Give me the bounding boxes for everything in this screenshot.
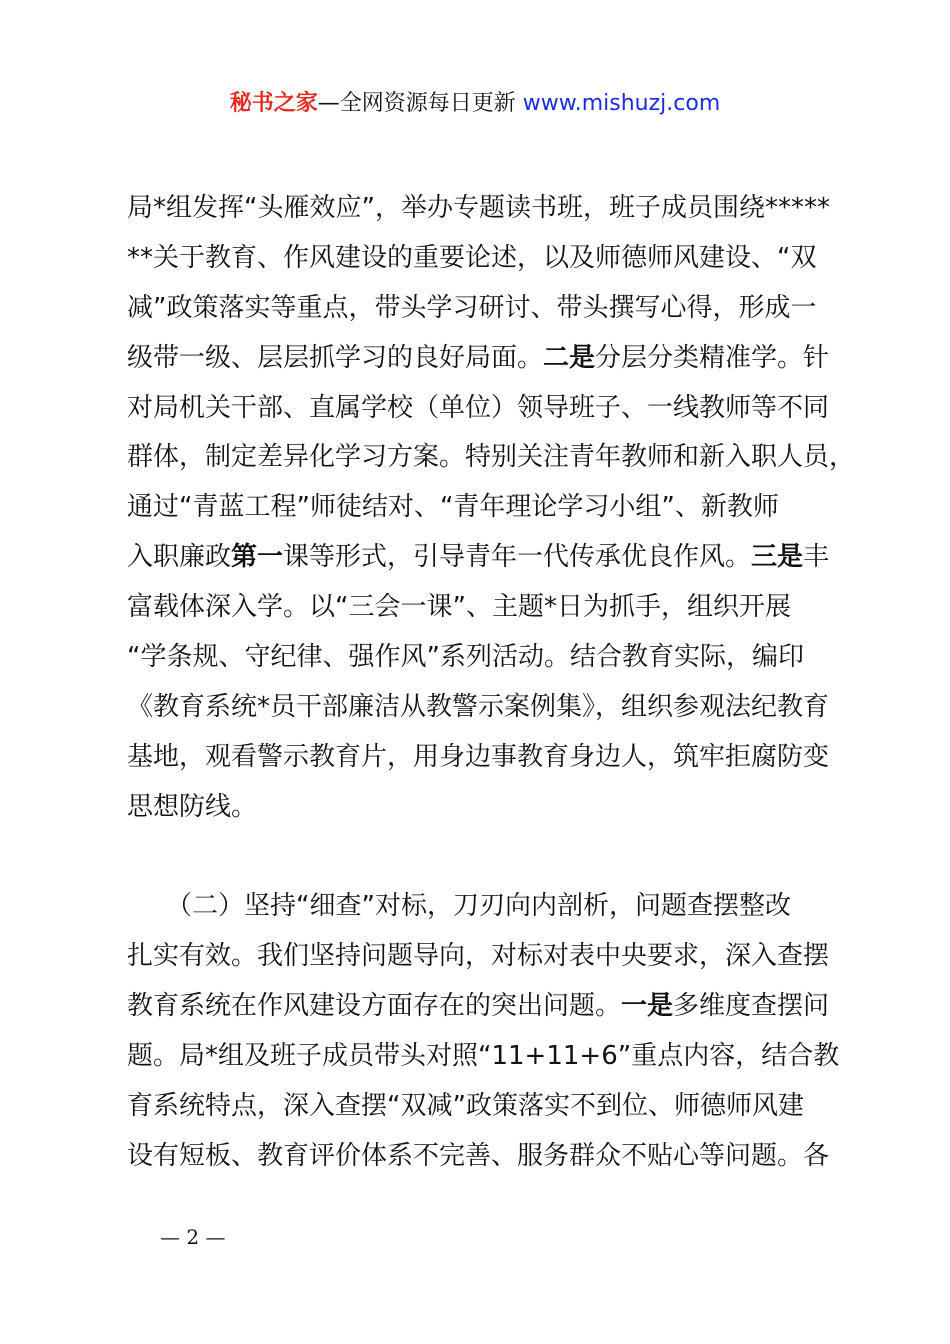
document-body — [127, 184, 856, 1182]
text-line: 减”政策落实等重点，带头学习研讨、带头撰写心得，形成一 — [127, 292, 817, 323]
text-line: 基地，观看警示教育片，用身边事教育身边人，筑牢拒腐防变 — [127, 741, 830, 772]
brand-name: 秘书之家 — [229, 91, 318, 116]
text-line: 思想防线。 — [127, 791, 258, 822]
emphasis-text: 一是 — [621, 991, 674, 1022]
text-line — [127, 982, 833, 1032]
page-number: — 2 — — [160, 1225, 226, 1249]
text-run: 多维度查摆问 — [673, 991, 830, 1022]
text-line: 《教育系统*员干部廉洁从教警示案例集》，组织参观法纪教育 — [127, 691, 830, 722]
text-line — [127, 533, 833, 583]
text-line: 扎实有效。我们坚持问题导向，对标对表中央要求，深入查摆 — [127, 941, 830, 972]
text-run: 课等形式，引导青年一代传承优良作风。 — [283, 542, 752, 573]
site-url[interactable]: www.mishuzj.com — [522, 91, 721, 116]
text-line: “学条规、守纪律、强作风”系列活动。结合教育实际，编印 — [127, 642, 804, 673]
emphasis-text: 二是 — [543, 342, 596, 373]
text-run: 丰 — [803, 542, 830, 573]
text-line — [127, 334, 833, 384]
text-line: 通过“青蓝工程”师徒结对、“青年理论学习小组”、新教师 — [127, 492, 779, 523]
text-line: 育系统特点，深入查摆“双减”政策落实不到位、师德师风建 — [127, 1091, 804, 1122]
paragraph-spacer — [127, 833, 833, 883]
text-line: 群体，制定差异化学习方案。特别关注青年教师和新入职人员， — [127, 442, 856, 473]
emphasis-text: 三是 — [751, 542, 804, 573]
text-line: 对局机关干部、直属学校（单位）领导班子、一线教师等不同 — [127, 392, 830, 423]
text-run: 级带一级、层层抓学习的良好局面。 — [127, 342, 544, 373]
emphasis-text: 第一 — [231, 542, 284, 573]
site-header — [0, 88, 950, 120]
text-line: **关于教育、作风建设的重要论述，以及师德师风建设、“双 — [127, 242, 817, 273]
text-run: 分层分类精准学。针 — [595, 342, 830, 373]
text-run: 入职廉政 — [127, 542, 232, 573]
text-line: 富载体深入学。以“三会一课”、主题*日为抓手，组织开展 — [127, 592, 791, 623]
text-line: 设有短板、教育评价体系不完善、服务群众不贴心等问题。各 — [127, 1140, 830, 1171]
text-line: 局*组发挥“头雁效应”，举办专题读书班，班子成员围绕***** — [127, 193, 830, 223]
text-line: 题。局*组及班子成员带头对照“11+11+6”重点内容，结合教 — [127, 1041, 840, 1072]
text-run: 教育系统在作风建设方面存在的突出问题。 — [127, 991, 622, 1022]
header-tagline: —全网资源每日更新 — [317, 91, 523, 116]
text-line: （二）坚持“细查”对标，刀刃向内剖析，问题查摆整改 — [127, 891, 791, 922]
